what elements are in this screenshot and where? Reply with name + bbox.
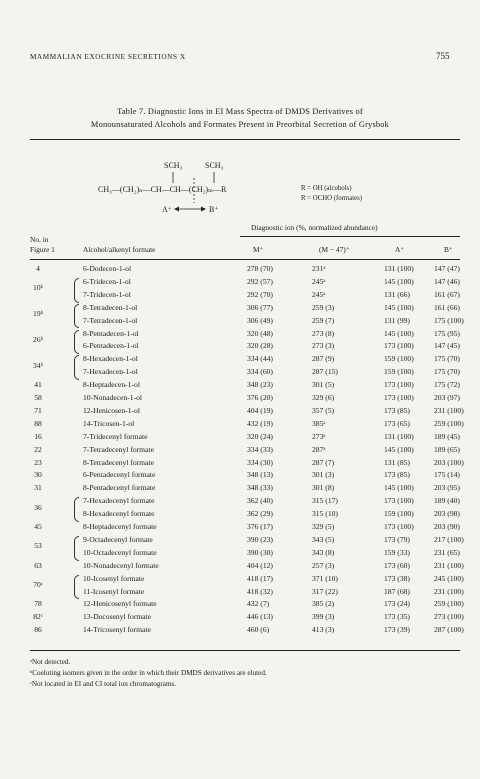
cell-m47: 259 (7) — [312, 315, 335, 325]
cell-no: 78 — [34, 599, 42, 609]
cell-b: 203 (97) — [434, 393, 460, 402]
table-row — [30, 380, 460, 392]
cell-m: 446 (13) — [247, 612, 273, 622]
cell-name: 8-Heptadecen-1-ol — [83, 380, 140, 390]
footnote-a: ᵃNot detected. — [30, 658, 71, 666]
cell-name: 7-Tetradecenyl formate — [83, 444, 154, 454]
table-row — [30, 367, 460, 379]
table-row — [30, 432, 460, 444]
cell-b: 203 (90) — [434, 522, 460, 531]
cell-m: 432 (19) — [247, 418, 273, 428]
table-row — [30, 393, 460, 405]
cell-name: 8-Tetradecen-1-ol — [83, 302, 138, 312]
cell-m: 390 (23) — [247, 534, 273, 544]
cell-m47: 315 (17) — [312, 496, 338, 506]
bottom-rule — [30, 650, 460, 651]
cell-name: 14-Tricosen-1-ol — [83, 418, 135, 428]
cell-m: 320 (28) — [247, 341, 273, 351]
col-a-header: A⁺ — [395, 245, 405, 254]
table-row — [30, 405, 464, 418]
cell-m47: 287 (7) — [312, 457, 335, 467]
table-row — [30, 483, 460, 495]
cell-b: 161 (66) — [434, 302, 460, 312]
cell-no: 45 — [34, 522, 42, 531]
cell-a: 131 (85) — [384, 457, 410, 467]
cell-no: 23 — [34, 457, 42, 467]
cell-a: 131 (100) — [384, 431, 414, 441]
table-row — [30, 522, 460, 534]
cell-m47: 287 (9) — [312, 354, 335, 364]
cell-m47: 287ᵃ — [312, 444, 326, 454]
col-no-line-1: No. in — [30, 235, 49, 244]
cell-m47: 413 (3) — [312, 625, 335, 635]
diagnostic-subrule — [240, 236, 460, 237]
cell-m47: 301 (3) — [312, 470, 335, 480]
cell-m: 334 (30) — [247, 457, 273, 467]
cell-m: 334 (33) — [247, 444, 273, 454]
cell-name: 8-Tetradecenyl formate — [83, 457, 154, 467]
cell-b: 189 (65) — [434, 444, 460, 454]
cell-m: 376 (17) — [247, 522, 273, 531]
cell-m: 376 (20) — [247, 393, 273, 402]
cell-m: 390 (30) — [247, 547, 273, 557]
cell-name: 14-Tricosenyl formate — [83, 625, 151, 635]
cell-a: 131 (66) — [384, 289, 410, 299]
cell-no: 58 — [34, 393, 42, 402]
cell-b: 175 (70) — [434, 354, 460, 364]
table-row — [30, 625, 464, 637]
coeluting-brace — [74, 278, 79, 303]
cell-m47: 399 (3) — [312, 612, 335, 622]
r-alcohols-note: R = OH (alcohols) — [301, 185, 352, 192]
header-rule — [30, 259, 460, 260]
cell-m47: 315 (10) — [312, 509, 338, 519]
cell-name: 12-Henicosenyl formate — [83, 599, 157, 609]
cell-a: 159 (100) — [384, 354, 414, 364]
cell-a: 159 (100) — [384, 367, 414, 377]
table-row — [30, 496, 460, 512]
sch3-a-label: SCH₃ — [164, 161, 183, 170]
cell-m47: 245ᵃ — [312, 289, 326, 299]
cell-m: 348 (13) — [247, 470, 273, 480]
cell-no: 4 — [36, 264, 40, 273]
cell-m47: 245ᵃ — [312, 276, 326, 286]
cell-b: 147 (47) — [434, 264, 460, 273]
cell-name: 10-Icosenyl formate — [83, 573, 145, 583]
cell-name: 7-Tridecenyl formate — [83, 431, 148, 441]
cell-m47: 343 (5) — [312, 534, 335, 544]
cell-a: 159 (33) — [384, 547, 410, 557]
cell-m: 348 (33) — [247, 483, 273, 493]
table-row — [30, 586, 464, 599]
cell-b: 161 (67) — [434, 289, 460, 299]
cell-m: 418 (32) — [247, 586, 273, 596]
page-number: 755 — [436, 51, 450, 61]
cell-b: 147 (46) — [434, 276, 460, 286]
cell-no: 53 — [34, 541, 42, 551]
cell-name: 10-Nonadecenyl formate — [83, 560, 159, 570]
cell-no: 10ᵇ — [33, 283, 43, 293]
cell-a: 173 (39) — [384, 625, 410, 635]
cell-no: 71 — [34, 405, 42, 415]
sch3-b-label: SCH₃ — [205, 161, 224, 170]
col-b-header: B⁺ — [444, 245, 453, 254]
cell-m47: 357 (5) — [312, 405, 335, 415]
formula-chain: CH₃—(CH₂)ₙ—CH—CH—(CH₂)ₘ—R — [98, 185, 227, 194]
r-formates-note: R = OCHO (formates) — [301, 195, 363, 202]
cell-no: 16 — [34, 431, 42, 441]
coeluting-brace — [74, 575, 79, 600]
cell-a: 145 (100) — [384, 444, 414, 454]
cell-name: 6-Pentadecenyl formate — [83, 470, 156, 480]
cell-m47: 343 (8) — [312, 547, 335, 557]
cell-b: 245 (100) — [434, 573, 464, 583]
cell-name: 7-Tridecen-1-ol — [83, 289, 131, 299]
cell-b: 175 (70) — [434, 367, 460, 377]
cell-m: 460 (6) — [247, 625, 270, 635]
table-row — [30, 418, 464, 431]
fragment-a-label: A⁺ — [162, 205, 172, 214]
cell-m: 334 (60) — [247, 367, 273, 377]
cell-b: 259 (100) — [434, 599, 464, 609]
cell-name: 7-Hexadecenyl formate — [83, 496, 155, 506]
table-title-line-2: Monounsaturated Alcohols and Formates Present in Preorbital Secretion of Grysbok — [90, 120, 390, 129]
cell-b: 217 (100) — [434, 534, 464, 544]
running-header: MAMMALIAN EXOCRINE SECRETIONS X — [30, 53, 186, 61]
cell-name: 10-Octadecenyl formate — [83, 547, 157, 557]
cell-no: 70ᶜ — [33, 580, 43, 590]
cell-b: 175 (95) — [434, 328, 460, 338]
cell-a: 131 (99) — [384, 315, 410, 325]
cell-a: 131 (100) — [384, 264, 414, 273]
table-row — [30, 599, 464, 611]
table-row — [30, 612, 464, 624]
cell-m: 404 (12) — [247, 560, 273, 570]
table-row — [30, 354, 460, 370]
cell-b: 203 (98) — [434, 509, 460, 519]
cell-name: 6-Pentadecen-1-ol — [83, 341, 139, 351]
cell-a: 173 (24) — [384, 599, 410, 609]
table-row — [30, 328, 460, 344]
cell-no: 30 — [34, 470, 42, 480]
table-row — [30, 560, 464, 573]
cell-name: 13-Docosenyl formate — [83, 612, 152, 622]
cell-m: 306 (49) — [247, 315, 273, 325]
cell-m: 320 (48) — [247, 328, 273, 338]
cell-m: 362 (29) — [247, 509, 273, 519]
coeluting-brace — [74, 497, 79, 522]
cell-name: 8-Hexadecenyl formate — [83, 509, 155, 519]
cell-b: 189 (40) — [434, 496, 460, 506]
cell-name: 8-Pentadecenyl formate — [83, 483, 156, 493]
cell-m47: 385 (2) — [312, 599, 335, 609]
table-title-line-1: Table 7. Diagnostic Ions in EI Mass Spectra of DMDS Derivatives of — [117, 107, 363, 116]
footnote-b: ᵇCoeluting isomers given in the order in which their DMDS derivatives are eluted. — [30, 669, 267, 677]
cell-b: 273 (100) — [434, 612, 464, 622]
cell-m: 292 (57) — [247, 276, 273, 286]
col-m-header: M⁺ — [253, 245, 264, 254]
cell-name: 9-Octadecenyl formate — [83, 534, 153, 544]
cell-a: 173 (100) — [384, 522, 414, 531]
diagnostic-ion-header: Diagnostic ion (%, normalized abundance) — [251, 223, 378, 232]
cell-m47: 273ᵃ — [312, 431, 326, 441]
cell-a: 173 (60) — [384, 560, 410, 570]
fragment-b-label: B⁺ — [209, 205, 219, 214]
cell-b: 175 (72) — [434, 380, 460, 390]
cell-m47: 371 (10) — [312, 573, 338, 583]
table-row — [30, 276, 460, 293]
cell-m: 278 (70) — [247, 264, 273, 273]
cell-b: 189 (45) — [434, 431, 460, 441]
cell-no: 82ᶜ — [33, 612, 43, 622]
cell-m47: 329 (5) — [312, 522, 335, 531]
cell-name: 8-Hexadecen-1-ol — [83, 354, 138, 364]
coeluting-brace — [74, 304, 79, 329]
cell-name: 12-Henicosen-1-ol — [83, 405, 140, 415]
cell-b: 175 (100) — [434, 315, 464, 325]
cell-m: 418 (17) — [247, 573, 273, 583]
cell-b: 259 (100) — [434, 418, 464, 428]
cell-m47: 317 (22) — [312, 586, 338, 596]
table-row — [30, 509, 460, 521]
cell-no: 26ᵇ — [33, 334, 43, 344]
col-name-header: Alcohol/alkenyl formate — [83, 245, 156, 254]
cell-a: 173 (35) — [384, 612, 410, 622]
table-row — [30, 290, 460, 302]
cell-name: 6-Dodecen-1-ol — [83, 264, 132, 273]
cell-b: 231 (100) — [434, 560, 464, 570]
cell-name: 7-Tetradecen-1-ol — [83, 315, 138, 325]
cell-b: 231 (65) — [434, 547, 460, 557]
cell-a: 173 (85) — [384, 470, 410, 480]
cell-name: 11-Icosenyl formate — [83, 586, 145, 596]
cell-m: 348 (23) — [247, 380, 273, 390]
table-row — [30, 457, 464, 470]
cell-b: 203 (95) — [434, 483, 460, 493]
cell-name: 8-Pentadecen-1-ol — [83, 328, 139, 338]
cell-m: 306 (77) — [247, 302, 273, 312]
table-row — [30, 315, 464, 328]
cell-no: 41 — [34, 380, 42, 390]
table-row — [30, 264, 460, 276]
cell-m47: 273 (8) — [312, 328, 335, 338]
col-no-line-2: Figure 1 — [30, 245, 55, 254]
cell-m: 334 (44) — [247, 354, 273, 364]
cell-no: 63 — [34, 560, 42, 570]
cell-m: 404 (19) — [247, 405, 273, 415]
cell-name: 8-Heptadecenyl formate — [83, 522, 157, 531]
cell-no: 19ᵇ — [33, 309, 43, 319]
cell-a: 145 (100) — [384, 302, 414, 312]
table-row — [30, 445, 460, 457]
cell-no: 31 — [34, 483, 42, 493]
cell-a: 159 (100) — [384, 509, 414, 519]
table-row — [30, 341, 460, 353]
table-row — [30, 573, 464, 590]
cell-m: 362 (40) — [247, 496, 273, 506]
cell-b: 287 (100) — [434, 625, 464, 635]
cell-m: 292 (70) — [247, 289, 273, 299]
cell-a: 173 (100) — [384, 341, 414, 351]
cell-a: 173 (65) — [384, 418, 410, 428]
cell-m47: 329 (6) — [312, 393, 335, 402]
cell-m: 432 (7) — [247, 599, 270, 609]
cell-name: 10-Nonadecen-1-ol — [83, 393, 143, 402]
cell-a: 145 (100) — [384, 483, 414, 493]
formula-bonds — [0, 0, 480, 240]
cell-a: 145 (100) — [384, 276, 414, 286]
cell-name: 6-Tridecen-1-ol — [83, 276, 131, 286]
cell-m47: 301 (5) — [312, 380, 335, 390]
cell-a: 173 (100) — [384, 496, 414, 506]
cell-b: 175 (14) — [434, 470, 460, 480]
cell-a: 173 (100) — [384, 380, 414, 390]
table-row — [30, 534, 464, 551]
cell-b: 231 (100) — [434, 405, 464, 415]
cell-b: 203 (100) — [434, 457, 464, 467]
coeluting-brace — [74, 330, 79, 355]
table-row — [30, 302, 460, 319]
cell-a: 187 (68) — [384, 586, 410, 596]
cell-no: 86 — [34, 625, 42, 635]
cell-m47: 301 (8) — [312, 483, 335, 493]
footnote-c: ᶜNot located in EI and CI total ion chromatograms. — [30, 680, 177, 688]
coeluting-brace — [74, 355, 79, 380]
cell-a: 173 (79) — [384, 534, 410, 544]
cell-m47: 259 (3) — [312, 302, 335, 312]
table-row — [30, 548, 460, 560]
cell-b: 231 (100) — [434, 586, 464, 596]
cell-no: 34ᵇ — [33, 360, 43, 370]
cell-m47: 231ᵃ — [312, 264, 326, 273]
cell-m47: 257 (3) — [312, 560, 335, 570]
cell-a: 173 (100) — [384, 393, 414, 402]
cell-no: 36 — [34, 502, 42, 512]
cell-a: 145 (100) — [384, 328, 414, 338]
cell-m47: 385ᵃ — [312, 418, 326, 428]
cell-m47: 273 (3) — [312, 341, 335, 351]
cell-m47: 287 (15) — [312, 367, 338, 377]
col-m47-header: (M − 47)⁺ — [319, 245, 350, 254]
cell-name: 7-Hexadecen-1-ol — [83, 367, 138, 377]
cell-m: 320 (24) — [247, 431, 273, 441]
cell-a: 173 (38) — [384, 573, 410, 583]
cell-no: 22 — [34, 444, 42, 454]
cell-no: 88 — [34, 418, 42, 428]
cell-b: 147 (45) — [434, 341, 460, 351]
coeluting-brace — [74, 536, 79, 561]
table-row — [30, 470, 460, 482]
cell-a: 173 (85) — [384, 405, 410, 415]
